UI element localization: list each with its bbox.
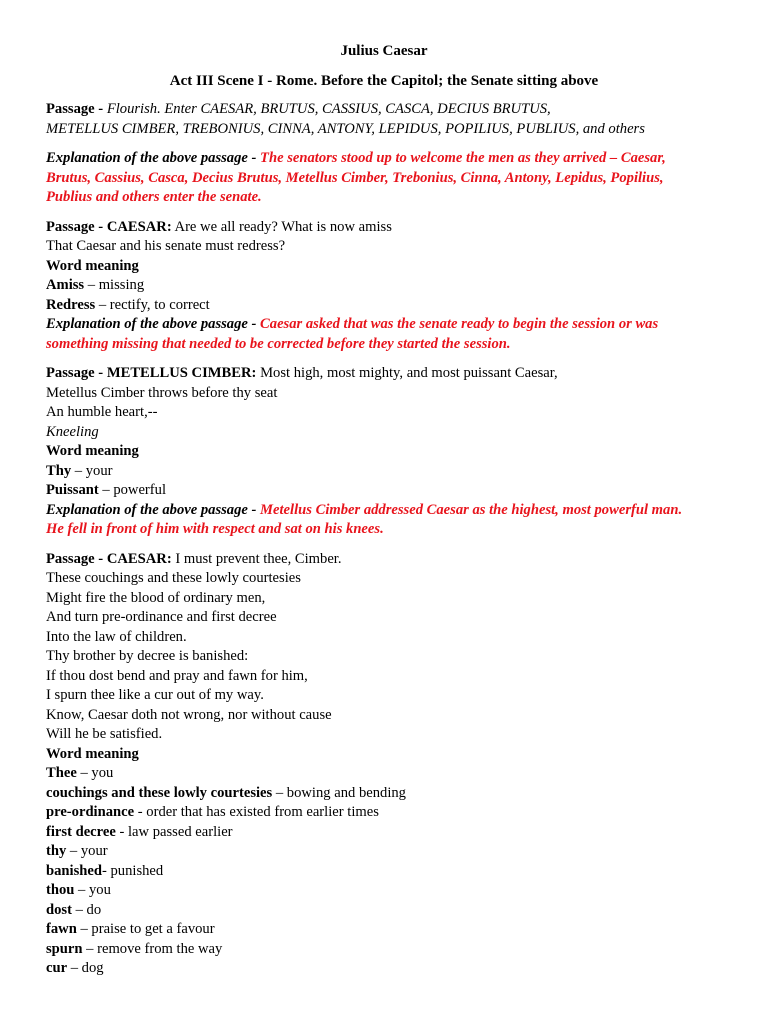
word-term: fawn xyxy=(46,921,77,937)
word-meaning-item xyxy=(46,842,736,862)
explanation xyxy=(46,149,736,169)
word-term: thy xyxy=(46,843,67,859)
word-meaning-item xyxy=(46,462,736,482)
word-definition: praise to get a favour xyxy=(91,921,215,937)
word-term: spurn xyxy=(46,940,83,957)
word-separator: – xyxy=(76,921,92,937)
explanation xyxy=(46,315,736,335)
verse-line: Metellus Cimber throws before thy seat xyxy=(46,384,278,401)
passage-line xyxy=(46,550,736,570)
word-meaning-heading: Word meaning xyxy=(46,745,139,762)
word-meaning-item xyxy=(46,823,736,843)
word-separator: – xyxy=(71,462,86,479)
word-separator: – xyxy=(74,882,89,898)
word-definition: remove from the way xyxy=(97,940,223,957)
explanation-text: Caesar asked that was the senate ready to begin the session or was xyxy=(260,316,659,332)
word-separator: – xyxy=(98,482,114,498)
word-separator: – xyxy=(82,940,98,957)
verse-text: I must prevent thee, Cimber. xyxy=(171,550,342,567)
word-definition: your xyxy=(80,843,108,859)
stage-direction: Flourish. Enter CAESAR, BRUTUS, CASSIUS, CASCA, DECIUS BRUTUS, xyxy=(106,101,551,117)
passage-block-3 xyxy=(46,364,736,540)
word-separator: - xyxy=(101,862,111,879)
word-separator: – xyxy=(67,960,82,976)
word-definition: powerful xyxy=(113,482,166,498)
word-term: first decree xyxy=(46,823,116,840)
passage-label: Passage - xyxy=(46,365,107,381)
word-meaning-item xyxy=(46,959,736,979)
word-definition: you xyxy=(91,765,114,781)
word-term: Thy xyxy=(46,462,72,479)
passage-block-1 xyxy=(46,100,736,208)
word-meaning-item xyxy=(46,862,736,882)
word-meaning-item xyxy=(46,881,736,901)
verse-line: I spurn thee like a cur out of my way. xyxy=(46,687,264,703)
word-meaning-item xyxy=(46,481,736,501)
verse-line: If thou dost bend and pray and fawn for him, xyxy=(46,667,308,684)
verse-line: These couchings and these lowly courtesies xyxy=(46,570,301,586)
word-term: pre-ordinance xyxy=(46,804,135,820)
explanation-text: He fell in front of him with respect and sat on his knees. xyxy=(46,521,384,537)
scene-heading: Act III Scene I - Rome. Before the Capitol; the Senate sitting above xyxy=(169,73,599,89)
passage-label: Passage - xyxy=(46,550,107,567)
word-term: thou xyxy=(46,882,75,898)
speaker-name: CAESAR: xyxy=(106,550,172,567)
word-separator: – xyxy=(66,843,81,859)
passage-block-2 xyxy=(46,218,736,355)
word-definition: law passed earlier xyxy=(128,823,233,840)
passage-block-4 xyxy=(46,550,736,979)
verse-line: Might fire the blood of ordinary men, xyxy=(46,589,266,606)
word-definition: missing xyxy=(98,277,145,293)
speaker-name: METELLUS CIMBER: xyxy=(106,365,257,381)
word-term: dost xyxy=(46,901,72,918)
word-definition: rectify, to correct xyxy=(109,296,210,313)
explanation-text: Brutus, Cassius, Casca, Decius Brutus, Metellus Cimber, Trebonius, Cinna, Antony, Lepidus, Popilius, xyxy=(46,169,664,186)
explanation-label: Explanation of the above passage - xyxy=(46,501,261,518)
verse-line: Thy brother by decree is banished: xyxy=(46,648,249,664)
explanation-text: something missing that needed to be corrected before they started the session. xyxy=(46,335,511,352)
stage-direction: METELLUS CIMBER, TREBONIUS, CINNA, ANTONY, LEPIDUS, POPILIUS, PUBLIUS, and others xyxy=(46,120,645,137)
passage-line xyxy=(46,218,736,238)
explanation-text: The senators stood up to welcome the men as they arrived – Caesar, xyxy=(260,150,666,166)
word-definition: do xyxy=(86,901,102,918)
explanation xyxy=(46,501,736,521)
word-separator: - xyxy=(134,804,147,820)
word-term: Redress xyxy=(46,296,96,313)
word-meaning-item xyxy=(46,901,736,921)
verse-line: Know, Caesar doth not wrong, nor without cause xyxy=(46,706,332,723)
word-definition: bowing and bending xyxy=(286,784,406,801)
explanation-text: Metellus Cimber addressed Caesar as the highest, most powerful man. xyxy=(260,501,683,518)
word-separator: – xyxy=(272,784,287,801)
word-separator: – xyxy=(71,901,87,918)
passage-label: Passage - xyxy=(46,101,107,117)
passage-line xyxy=(46,100,736,120)
word-separator: – xyxy=(84,277,99,293)
verse-line: An humble heart,-- xyxy=(46,404,158,420)
word-term: banished xyxy=(46,862,102,879)
verse-text: Most high, most mighty, and most puissant Caesar, xyxy=(256,365,558,381)
word-definition: your xyxy=(85,462,113,479)
word-separator: – xyxy=(76,765,92,781)
word-definition: dog xyxy=(81,960,104,976)
word-meaning-item xyxy=(46,276,736,296)
word-meaning-item xyxy=(46,784,736,804)
word-meaning-item xyxy=(46,296,736,316)
word-term: Thee xyxy=(46,765,77,781)
word-meaning-item xyxy=(46,803,736,823)
explanation-label: Explanation of the above passage - xyxy=(46,316,261,332)
word-meaning-item xyxy=(46,940,736,960)
document-body xyxy=(46,100,736,979)
word-definition: punished xyxy=(110,862,164,879)
verse-text: Are we all ready? What is now amiss xyxy=(171,218,392,235)
verse-line: Will he be satisfied. xyxy=(46,726,163,742)
verse-line: That Caesar and his senate must redress? xyxy=(46,238,286,254)
word-term: couchings and these lowly courtesies xyxy=(46,784,273,801)
word-meaning-heading: Word meaning xyxy=(46,443,139,459)
passage-label: Passage - xyxy=(46,218,107,235)
explanation-text: Publius and others enter the senate. xyxy=(46,189,262,205)
word-term: Puissant xyxy=(46,482,99,498)
word-definition: order that has existed from earlier times xyxy=(146,804,379,820)
word-separator: – xyxy=(95,296,110,313)
word-term: cur xyxy=(46,960,68,976)
word-definition: you xyxy=(88,882,111,898)
verse-line: Into the law of children. xyxy=(46,628,187,645)
word-separator: - xyxy=(115,823,128,840)
stage-direction: Kneeling xyxy=(46,423,99,440)
explanation-label: Explanation of the above passage - xyxy=(46,150,261,166)
verse-line: And turn pre-ordinance and first decree xyxy=(46,609,277,625)
word-meaning-item xyxy=(46,764,736,784)
word-term: Amiss xyxy=(46,277,85,293)
document-title: Julius Caesar xyxy=(340,43,428,59)
passage-line xyxy=(46,364,736,384)
speaker-name: CAESAR: xyxy=(106,218,172,235)
word-meaning-heading: Word meaning xyxy=(46,257,139,274)
word-meaning-item xyxy=(46,920,736,940)
